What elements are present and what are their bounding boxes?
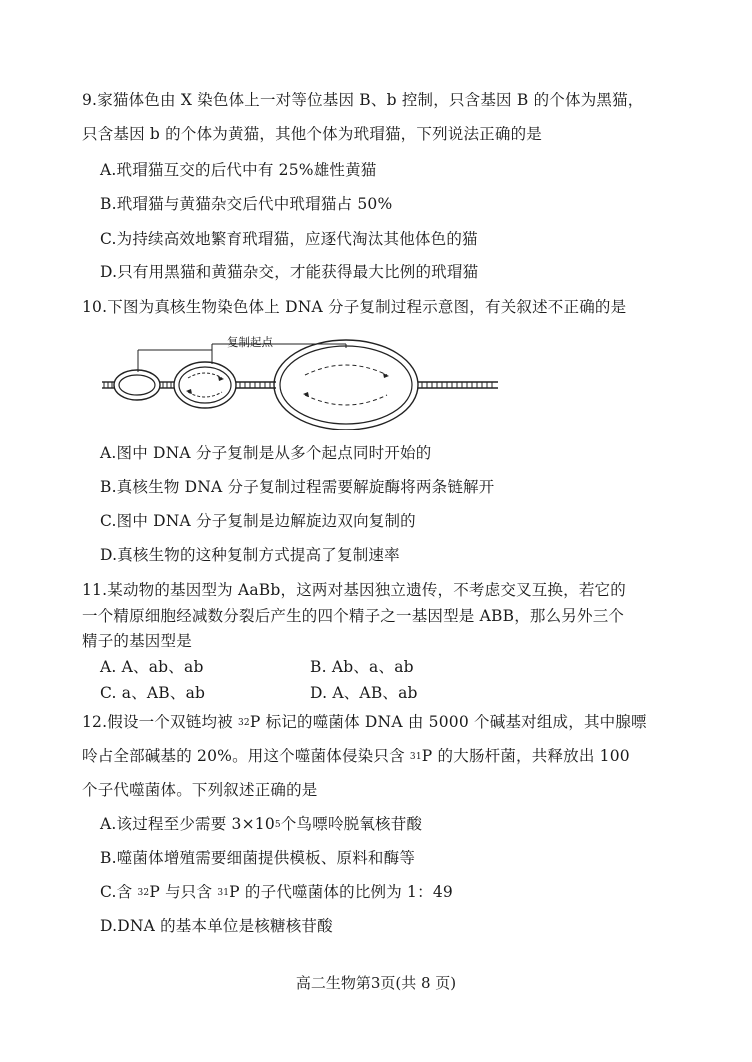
superscript-5: 5 bbox=[274, 820, 281, 830]
q12-stem-line3: 个子代噬菌体。下列叙述正确的是 bbox=[82, 781, 318, 799]
q10-option-d: D.真核生物的这种复制方式提高了复制速率 bbox=[100, 546, 400, 564]
q12-option-b: B.噬菌体增殖需要细菌提供模板、原料和酶等 bbox=[100, 849, 416, 867]
q11-option-b: B. Ab、a、ab bbox=[310, 658, 414, 676]
page-footer: 高二生物第3页(共 8 页) bbox=[295, 974, 457, 992]
superscript-31: 31 bbox=[409, 752, 422, 762]
q9-stem-line1: 9.家猫体色由 X 染色体上一对等位基因 B、b 控制，只含基因 B 的个体为黑猫， bbox=[82, 91, 644, 109]
q12-option-d: D.DNA 的基本单位是核糖核苷酸 bbox=[100, 917, 333, 935]
q9-stem-line2: 只含基因 b 的个体为黄猫，其他个体为玳瑁猫，下列说法正确的是 bbox=[82, 125, 542, 143]
q12-stem-part: P 标记的噬菌体 DNA 由 5000 个碱基对组成，其中腺嘌 bbox=[249, 713, 647, 731]
q10-option-c: C.图中 DNA 分子复制是边解旋边双向复制的 bbox=[100, 512, 416, 530]
q11-stem-line3: 精子的基因型是 bbox=[82, 632, 192, 650]
q9-option-b: B.玳瑁猫与黄猫杂交后代中玳瑁猫占 50% bbox=[100, 195, 393, 213]
q12-option-a bbox=[100, 814, 422, 834]
q11-option-d: D. A、AB、ab bbox=[310, 684, 418, 702]
q9-option-d: D.只有用黑猫和黄猫杂交，才能获得最大比例的玳瑁猫 bbox=[100, 263, 479, 281]
q12-option-c-part: C.含 bbox=[100, 883, 138, 901]
q12-option-c-part: P 的子代噬菌体的比例为 1：49 bbox=[229, 883, 453, 901]
figure-label-origin: 复制起点 bbox=[227, 335, 273, 349]
q12-option-c bbox=[100, 882, 453, 902]
q12-option-c-part: P 与只含 bbox=[149, 883, 218, 901]
q9-option-a: A.玳瑁猫互交的后代中有 25%雄性黄猫 bbox=[100, 161, 377, 179]
q12-stem-part: P 的大肠杆菌，共释放出 100 bbox=[421, 747, 630, 765]
superscript-32: 32 bbox=[237, 718, 250, 728]
q11-stem-line1: 11.某动物的基因型为 AaBb，这两对基因独立遗传，不考虑交叉互换，若它的 bbox=[82, 581, 626, 599]
q11-option-a: A. A、ab、ab bbox=[100, 658, 204, 676]
q12-stem-part: 呤占全部碱基的 20%。用这个噬菌体侵染只含 bbox=[82, 747, 410, 765]
q11-option-c: C. a、AB、ab bbox=[100, 684, 206, 702]
q10-option-b: B.真核生物 DNA 分子复制过程需要解旋酶将两条链解开 bbox=[100, 478, 495, 496]
dna-replication-figure bbox=[100, 330, 530, 430]
q12-stem-line1 bbox=[82, 712, 647, 732]
q12-stem-part: 12.假设一个双链均被 bbox=[82, 713, 238, 731]
q12-option-a-part: 个鸟嘌呤脱氧核苷酸 bbox=[280, 815, 423, 833]
superscript-32: 32 bbox=[137, 888, 150, 898]
superscript-31: 31 bbox=[217, 888, 230, 898]
q11-stem-line2: 一个精原细胞经减数分裂后产生的四个精子之一基因型是 ABB，那么另外三个 bbox=[82, 607, 625, 625]
q10-option-a: A.图中 DNA 分子复制是从多个起点同时开始的 bbox=[100, 444, 432, 462]
q12-stem-line2 bbox=[82, 746, 630, 766]
q12-option-a-part: A.该过程至少需要 3×10 bbox=[100, 815, 275, 833]
q10-stem: 10.下图为真核生物染色体上 DNA 分子复制过程示意图，有关叙述不正确的是 bbox=[82, 298, 627, 316]
q9-option-c: C.为持续高效地繁育玳瑁猫，应逐代淘汰其他体色的猫 bbox=[100, 230, 478, 248]
